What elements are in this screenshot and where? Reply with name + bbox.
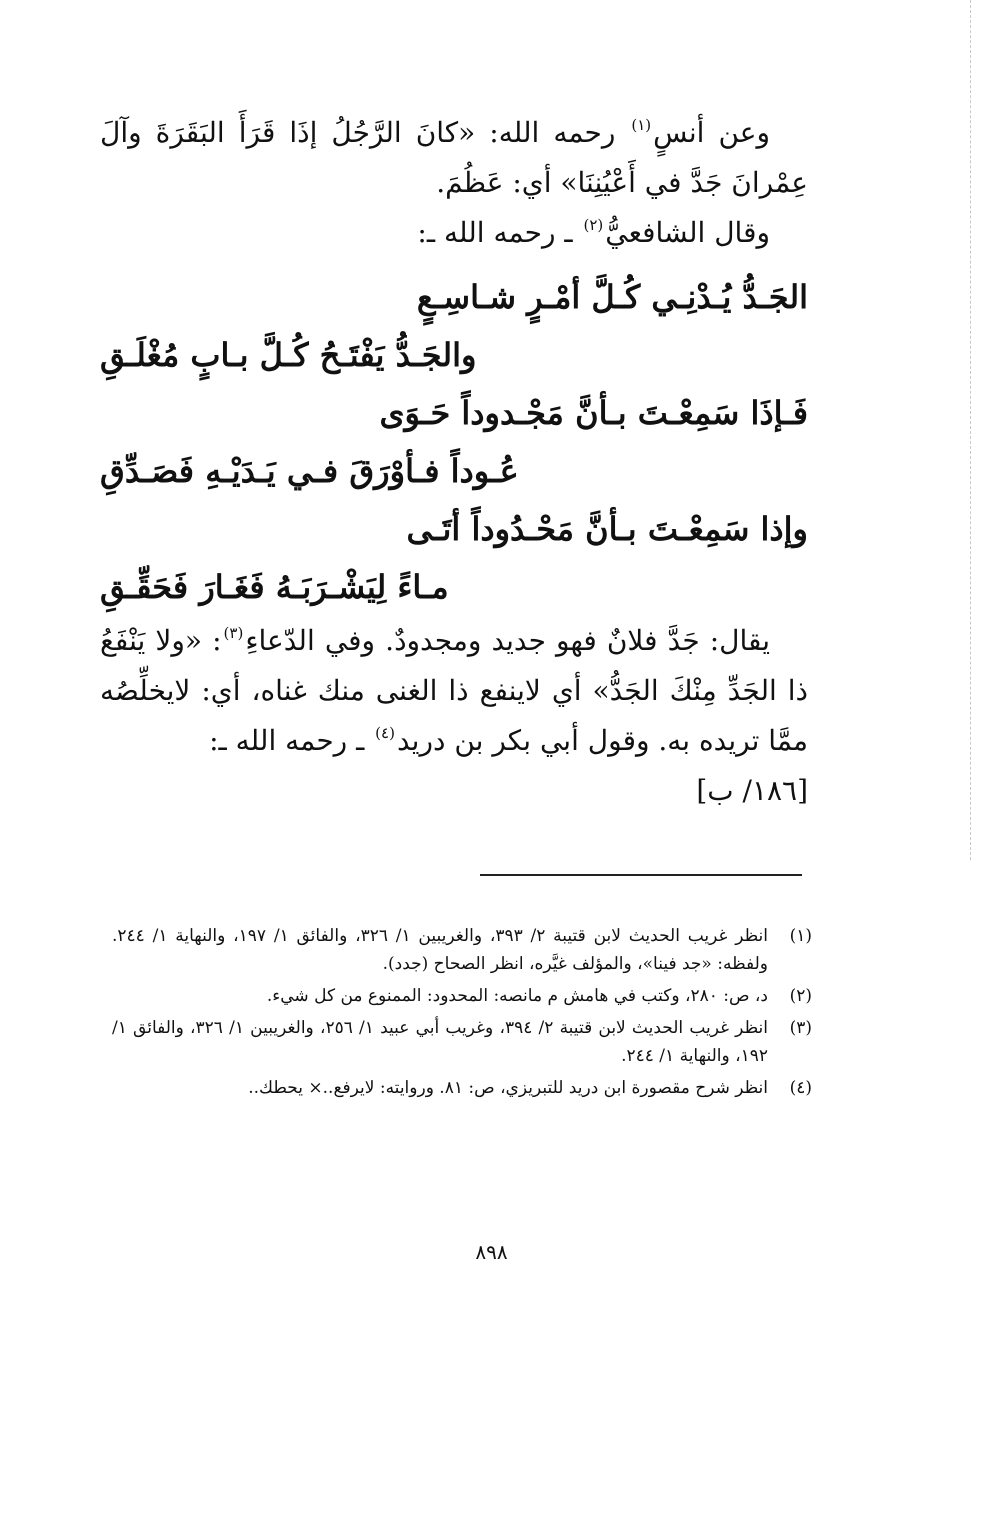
footnote xyxy=(112,982,812,1010)
footnote-text: انظر غريب الحديث لابن قتيبة ٢/ ٣٩٣، والغريبين ١/ ٣٢٦، والفائق ١/ ١٩٧، والنهاية ١/ ٢٤٤. ولفظه: «جد فينا»، والمؤلف غيَّره، انظر الصحاح (جدد). xyxy=(112,926,768,974)
footnote xyxy=(112,922,812,978)
verse-gap xyxy=(100,258,808,268)
paragraph-shafii-rest: ـ رحمه الله ـ: xyxy=(417,216,582,249)
footnote-text: انظر شرح مقصورة ابن دريد للتبريزي، ص: ٨١. وروايته: لايرفع..× يحطك.. xyxy=(248,1078,768,1098)
footnote-text: انظر غريب الحديث لابن قتيبة ٢/ ٣٩٤، وغريب أبي عبيد ١/ ٢٥٦، والغريبين ١/ ٣٢٦، والفائق ١/ ١٩٢، والنهاية ١/ ٢٤٤. xyxy=(112,1018,768,1066)
footnote-ref-2: (٢) xyxy=(583,216,604,234)
verse-hemistich: فَـإذَا سَمِعْـتَ بـأنَّ مَجْـدوداً حَـوَى xyxy=(379,394,808,432)
manuscript-folio-marker: [١٨٦/ ب] xyxy=(696,774,808,807)
verse-hemistich: وإذا سَمِعْـتَ بـأنَّ مَحْـدُوداً أتَـى xyxy=(406,510,808,548)
paragraph-shafii xyxy=(100,208,808,258)
verse-hemistich: مـاءً لِيَشْـرَبَـهُ فَغَـارَ فَحَقِّـقِ xyxy=(100,568,449,606)
footnote-number: (٢) xyxy=(789,986,812,1006)
scan-edge-line xyxy=(970,0,971,860)
paragraph-shafii-start: وقال الشافعيُّ xyxy=(605,216,770,249)
paragraph-definition xyxy=(100,616,808,766)
verse-hemistich: والجَـدُّ يَفْتَـحُ كُـلَّ بـابٍ مُغْلَـقِ xyxy=(100,336,477,374)
paragraph-definition-end: ـ رحمه الله ـ: xyxy=(209,724,374,757)
main-text xyxy=(100,108,808,816)
footnote-number: (٤) xyxy=(789,1078,812,1098)
footnote xyxy=(112,1014,812,1070)
paragraph-anas xyxy=(100,108,808,208)
footnote-ref-4: (٤) xyxy=(375,724,395,742)
footnote xyxy=(112,1074,812,1102)
paragraph-anas-rest: رحمه الله: «كانَ الرَّجُلُ إذَا قَرَأَ البَقَرَةَ وآلَ عِمْرانَ جَدَّ في أَعْيُنِنَا» أي: عَظُمَ. xyxy=(100,116,808,199)
paragraph-anas-start: وعن أنسٍ xyxy=(653,116,770,149)
paragraph-definition-start: يقال: جَدَّ فلانٌ فهو جديد ومجدودٌ. وفي الدّعاءِ xyxy=(245,624,770,657)
footnote-separator xyxy=(480,874,802,876)
page-number: ٨٩٨ xyxy=(475,1240,508,1264)
footnotes xyxy=(112,922,812,1106)
paragraph-definition-middle: : «ولا يَنْفَعُ ذا الجَدِّ مِنْكَ الجَدُّ» أي لاينفع ذا الغنى منك غناه، أي: لايخلِّصُه ممَّا تريده به. وقول أبي بكر بن دريد xyxy=(100,624,808,757)
footnote-number: (٣) xyxy=(789,1018,812,1038)
verse-hemistich: الجَـدُّ يُـدْنِـي كُـلَّ أمْـرٍ شـاسِـعٍ xyxy=(416,278,808,316)
verse-hemistich: عُـوداً فـأوْرَقَ فـي يَـدَيْـهِ فَصَـدِّقِ xyxy=(100,452,519,490)
footnote-text: د، ص: ٢٨٠، وكتب في هامش م مانصه: المحدود: الممنوع من كل شيء. xyxy=(266,986,768,1006)
footnote-number: (١) xyxy=(789,926,812,946)
footnote-ref-3: (٣) xyxy=(223,624,244,642)
footnote-ref-1: (١) xyxy=(631,116,652,134)
